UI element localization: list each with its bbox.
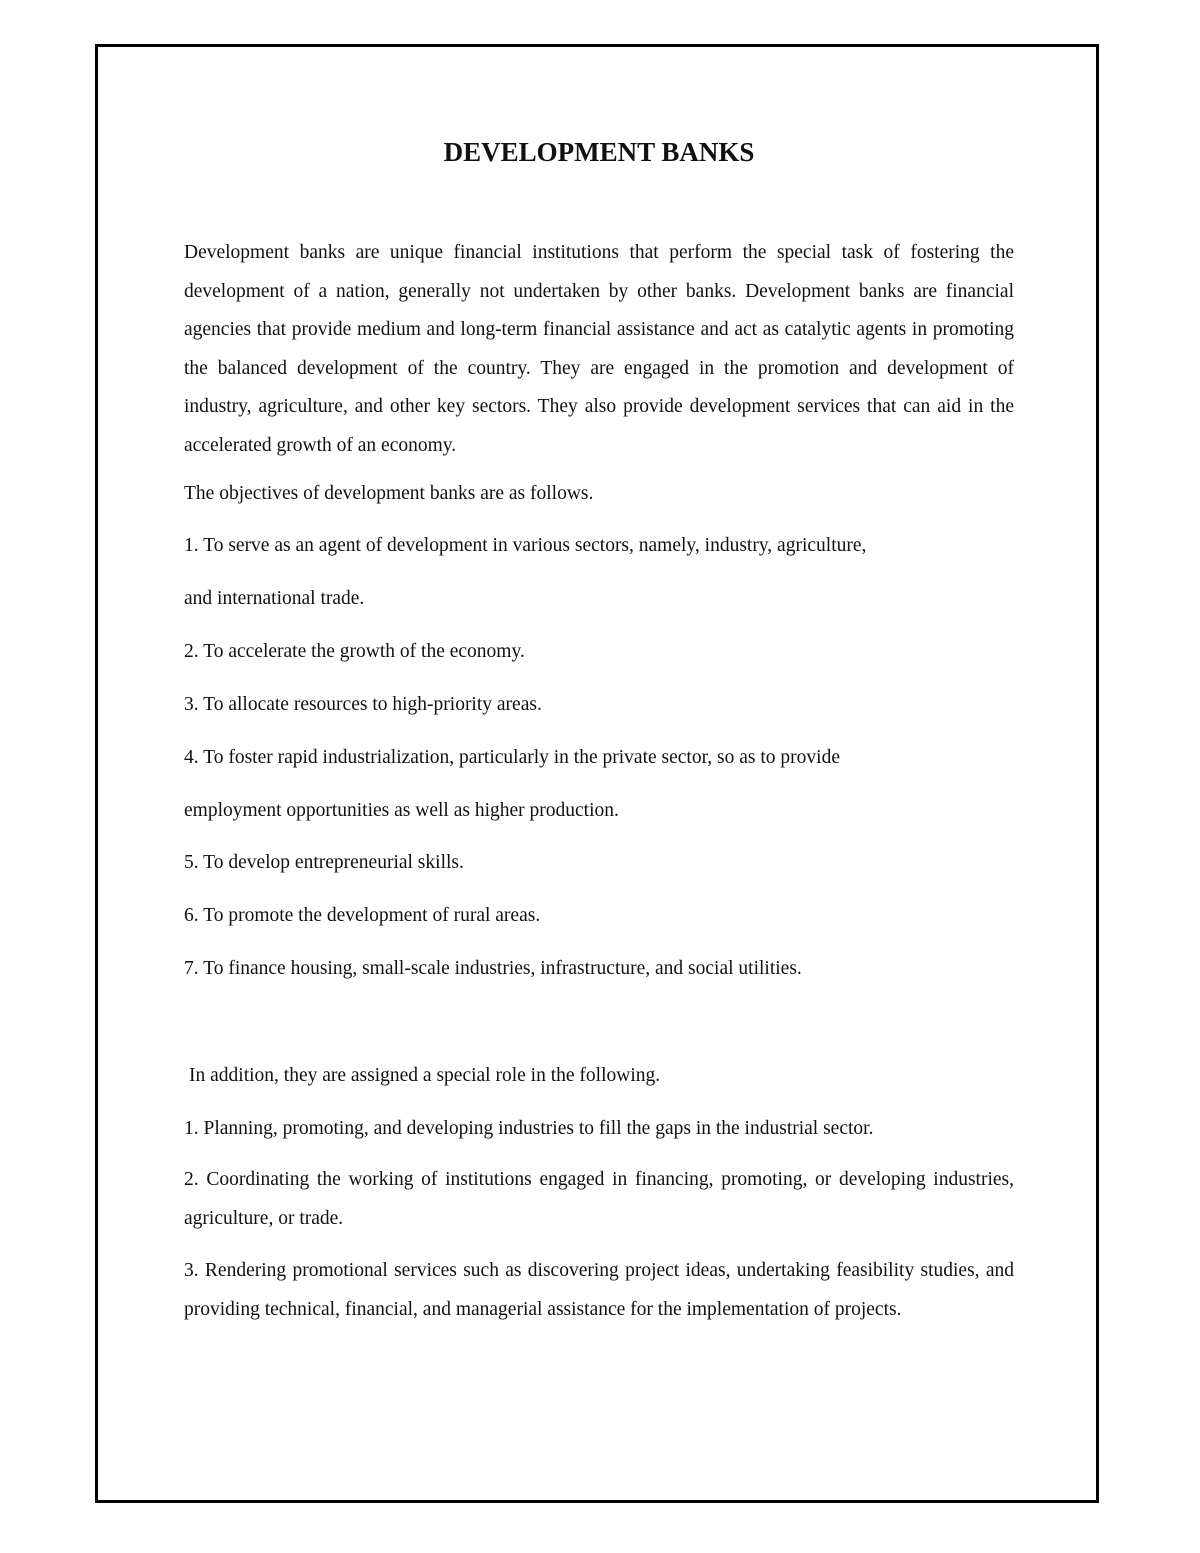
objectives-heading: The objectives of development banks are as follows. bbox=[184, 483, 594, 504]
objective-item: 6. To promote the development of rural areas. bbox=[184, 905, 541, 926]
objective-item: 2. To accelerate the growth of the economy. bbox=[184, 641, 525, 662]
objective-item: 3. To allocate resources to high-priority areas. bbox=[184, 694, 542, 715]
objective-item-continuation: and international trade. bbox=[184, 588, 365, 609]
role-item: 2. Coordinating the working of institutions engaged in financing, promoting, or developing industries, agriculture, or trade. bbox=[184, 1169, 1014, 1229]
objective-item: 1. To serve as an agent of development in various sectors, namely, industry, agriculture, bbox=[184, 535, 867, 556]
roles-heading: In addition, they are assigned a special role in the following. bbox=[189, 1065, 661, 1086]
objective-item: 4. To foster rapid industrialization, particularly in the private sector, so as to provide bbox=[184, 747, 840, 768]
objective-item: 7. To finance housing, small-scale industries, infrastructure, and social utilities. bbox=[184, 958, 802, 979]
role-item: 1. Planning, promoting, and developing industries to fill the gaps in the industrial sector. bbox=[184, 1118, 874, 1139]
objective-item: 5. To develop entrepreneurial skills. bbox=[184, 852, 464, 873]
role-item: 3. Rendering promotional services such as discovering project ideas, undertaking feasibility studies, and providing technical, financial, and managerial assistance for the implementation of projects. bbox=[184, 1260, 1014, 1320]
intro-paragraph: Development banks are unique financial institutions that perform the special task of fostering the development of a nation, generally not undertaken by other banks. Development banks are financial agencies that provide medium and long-term financial assistance and act as catalytic agents in promoting the balanced development of the country. They are engaged in the promotion and development of industry, agriculture, and other key sectors. They also provide development services that can aid in the accelerated growth of an economy. bbox=[184, 242, 1014, 456]
objective-item-continuation: employment opportunities as well as higher production. bbox=[184, 800, 619, 821]
page-title: DEVELOPMENT BANKS bbox=[443, 137, 755, 167]
